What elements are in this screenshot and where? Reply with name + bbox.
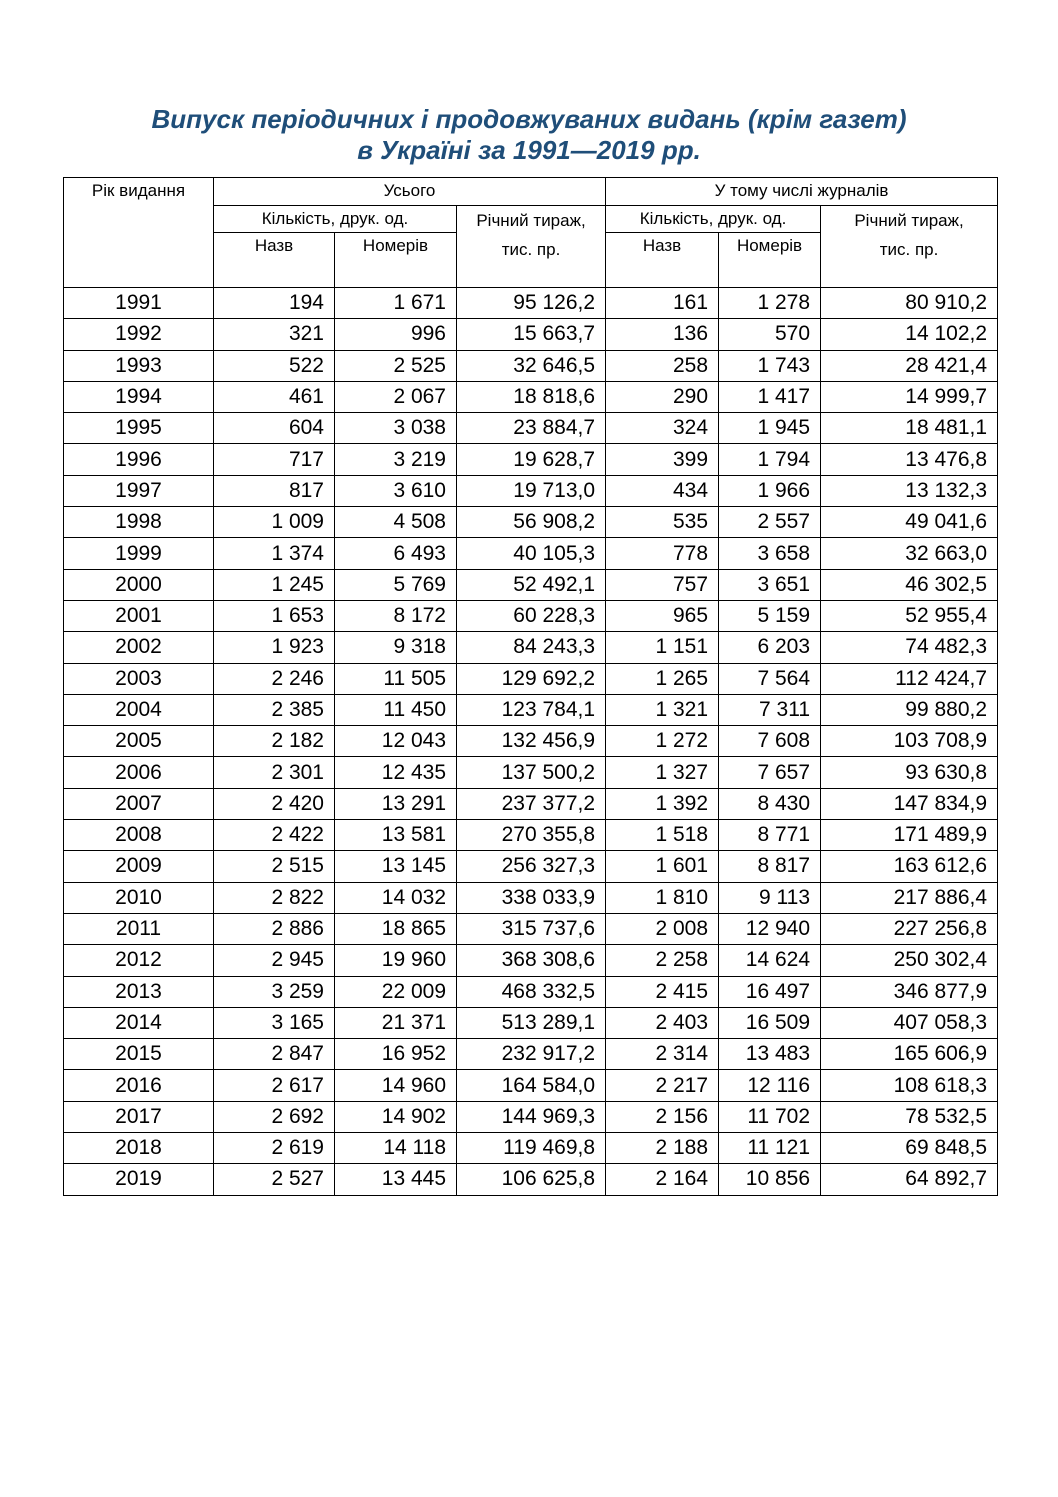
- cell-year: 2008: [64, 820, 214, 851]
- cell-circulation: 84 243,3: [457, 632, 606, 663]
- cell-circulation: 129 692,2: [457, 663, 606, 694]
- cell-journal-titles: 1 518: [606, 820, 719, 851]
- cell-journal-titles: 1 810: [606, 882, 719, 913]
- cell-year: 1991: [64, 288, 214, 319]
- cell-circulation: 19 628,7: [457, 444, 606, 475]
- cell-circulation: 40 105,3: [457, 538, 606, 569]
- cell-titles: 2 692: [214, 1101, 335, 1132]
- cell-journal-issues: 5 159: [719, 600, 821, 631]
- cell-journal-circulation: 165 606,9: [821, 1039, 998, 1070]
- cell-journal-issues: 16 509: [719, 1007, 821, 1038]
- table-row: [64, 319, 998, 350]
- cell-issues: 6 493: [335, 538, 457, 569]
- cell-year: 2001: [64, 600, 214, 631]
- cell-issues: 3 219: [335, 444, 457, 475]
- cell-titles: 2 301: [214, 757, 335, 788]
- cell-journal-titles: 1 392: [606, 788, 719, 819]
- header-titles-journals: Назв: [606, 233, 719, 288]
- table-row: [64, 1007, 998, 1038]
- cell-journal-circulation: 14 102,2: [821, 319, 998, 350]
- cell-journal-circulation: 163 612,6: [821, 851, 998, 882]
- cell-journal-titles: 2 314: [606, 1039, 719, 1070]
- table-row: [64, 976, 998, 1007]
- cell-journal-circulation: 78 532,5: [821, 1101, 998, 1132]
- cell-journal-circulation: 13 476,8: [821, 444, 998, 475]
- cell-issues: 14 032: [335, 882, 457, 913]
- cell-journal-titles: 2 258: [606, 945, 719, 976]
- cell-issues: 8 172: [335, 600, 457, 631]
- cell-issues: 3 038: [335, 413, 457, 444]
- cell-issues: 4 508: [335, 507, 457, 538]
- cell-journal-titles: 324: [606, 413, 719, 444]
- cell-journal-issues: 1 794: [719, 444, 821, 475]
- cell-titles: 2 422: [214, 820, 335, 851]
- cell-journal-circulation: 13 132,3: [821, 475, 998, 506]
- cell-year: 2010: [64, 882, 214, 913]
- table-row: [64, 726, 998, 757]
- cell-journal-circulation: 250 302,4: [821, 945, 998, 976]
- table-row: [64, 475, 998, 506]
- cell-year: 1994: [64, 381, 214, 412]
- cell-year: 2005: [64, 726, 214, 757]
- cell-journal-circulation: 69 848,5: [821, 1133, 998, 1164]
- cell-circulation: 132 456,9: [457, 726, 606, 757]
- cell-journal-issues: 13 483: [719, 1039, 821, 1070]
- cell-titles: 3 259: [214, 976, 335, 1007]
- cell-circulation: 468 332,5: [457, 976, 606, 1007]
- cell-issues: 3 610: [335, 475, 457, 506]
- table-row: [64, 945, 998, 976]
- cell-journal-titles: 2 217: [606, 1070, 719, 1101]
- cell-circulation: 513 289,1: [457, 1007, 606, 1038]
- table-row: [64, 538, 998, 569]
- cell-issues: 18 865: [335, 913, 457, 944]
- cell-journal-issues: 8 817: [719, 851, 821, 882]
- cell-year: 2007: [64, 788, 214, 819]
- cell-journal-issues: 11 121: [719, 1133, 821, 1164]
- cell-titles: 2 246: [214, 663, 335, 694]
- cell-issues: 12 043: [335, 726, 457, 757]
- cell-issues: 16 952: [335, 1039, 457, 1070]
- cell-titles: 2 822: [214, 882, 335, 913]
- cell-journal-titles: 2 156: [606, 1101, 719, 1132]
- cell-issues: 996: [335, 319, 457, 350]
- cell-titles: 604: [214, 413, 335, 444]
- table-row: [64, 632, 998, 663]
- cell-journal-circulation: 171 489,9: [821, 820, 998, 851]
- cell-titles: 1 653: [214, 600, 335, 631]
- cell-titles: 817: [214, 475, 335, 506]
- cell-year: 2004: [64, 694, 214, 725]
- cell-issues: 1 671: [335, 288, 457, 319]
- table-row: [64, 663, 998, 694]
- header-count: Кількість, друк. од.: [214, 206, 457, 233]
- header-titles: Назв: [214, 233, 335, 288]
- cell-year: 2015: [64, 1039, 214, 1070]
- cell-circulation: 338 033,9: [457, 882, 606, 913]
- cell-journal-circulation: 407 058,3: [821, 1007, 998, 1038]
- cell-circulation: 18 818,6: [457, 381, 606, 412]
- cell-titles: 461: [214, 381, 335, 412]
- cell-titles: 2 182: [214, 726, 335, 757]
- cell-circulation: 106 625,8: [457, 1164, 606, 1195]
- cell-journal-titles: 1 327: [606, 757, 719, 788]
- cell-journal-titles: 2 188: [606, 1133, 719, 1164]
- table-row: [64, 851, 998, 882]
- table-header: [64, 178, 998, 288]
- cell-issues: 11 450: [335, 694, 457, 725]
- header-circulation-journals-line-2: тис. пр.: [879, 240, 939, 259]
- cell-circulation: 95 126,2: [457, 288, 606, 319]
- cell-journal-titles: 1 272: [606, 726, 719, 757]
- cell-circulation: 15 663,7: [457, 319, 606, 350]
- cell-year: 1999: [64, 538, 214, 569]
- cell-journal-issues: 7 657: [719, 757, 821, 788]
- table-row: [64, 288, 998, 319]
- cell-journal-circulation: 93 630,8: [821, 757, 998, 788]
- cell-journal-titles: 1 601: [606, 851, 719, 882]
- cell-year: 2017: [64, 1101, 214, 1132]
- cell-titles: 3 165: [214, 1007, 335, 1038]
- cell-titles: 1 009: [214, 507, 335, 538]
- cell-issues: 11 505: [335, 663, 457, 694]
- table-row: [64, 1039, 998, 1070]
- cell-journal-circulation: 18 481,1: [821, 413, 998, 444]
- cell-journal-titles: 258: [606, 350, 719, 381]
- cell-journal-circulation: 217 886,4: [821, 882, 998, 913]
- cell-journal-circulation: 227 256,8: [821, 913, 998, 944]
- cell-journal-issues: 1 945: [719, 413, 821, 444]
- cell-journal-titles: 1 265: [606, 663, 719, 694]
- cell-circulation: 60 228,3: [457, 600, 606, 631]
- cell-journal-circulation: 52 955,4: [821, 600, 998, 631]
- cell-titles: 1 923: [214, 632, 335, 663]
- cell-year: 1997: [64, 475, 214, 506]
- cell-circulation: 368 308,6: [457, 945, 606, 976]
- cell-journal-titles: 434: [606, 475, 719, 506]
- header-count-journals: Кількість, друк. од.: [606, 206, 821, 233]
- cell-titles: 194: [214, 288, 335, 319]
- cell-year: 2013: [64, 976, 214, 1007]
- cell-issues: 9 318: [335, 632, 457, 663]
- header-issues-journals: Номерів: [719, 233, 821, 288]
- cell-year: 2016: [64, 1070, 214, 1101]
- cell-year: 2003: [64, 663, 214, 694]
- cell-year: 1998: [64, 507, 214, 538]
- cell-year: 2018: [64, 1133, 214, 1164]
- cell-titles: 2 617: [214, 1070, 335, 1101]
- table-row: [64, 788, 998, 819]
- table-row: [64, 1070, 998, 1101]
- cell-circulation: 119 469,8: [457, 1133, 606, 1164]
- cell-circulation: 56 908,2: [457, 507, 606, 538]
- cell-issues: 5 769: [335, 569, 457, 600]
- cell-journal-titles: 965: [606, 600, 719, 631]
- cell-journal-titles: 2 415: [606, 976, 719, 1007]
- header-circulation-line-1: Річний тираж,: [476, 211, 586, 230]
- cell-circulation: 19 713,0: [457, 475, 606, 506]
- publications-table: [63, 177, 998, 1196]
- cell-journal-circulation: 46 302,5: [821, 569, 998, 600]
- header-circulation-line-2: тис. пр.: [501, 240, 561, 259]
- cell-journal-circulation: 108 618,3: [821, 1070, 998, 1101]
- table-body: [64, 288, 998, 1196]
- cell-circulation: 123 784,1: [457, 694, 606, 725]
- cell-issues: 22 009: [335, 976, 457, 1007]
- cell-journal-titles: 136: [606, 319, 719, 350]
- cell-circulation: 164 584,0: [457, 1070, 606, 1101]
- cell-titles: 2 945: [214, 945, 335, 976]
- cell-journal-circulation: 49 041,6: [821, 507, 998, 538]
- table-row: [64, 757, 998, 788]
- cell-titles: 2 515: [214, 851, 335, 882]
- cell-journal-circulation: 112 424,7: [821, 663, 998, 694]
- table-row: [64, 1101, 998, 1132]
- cell-issues: 21 371: [335, 1007, 457, 1038]
- table-row: [64, 413, 998, 444]
- cell-journal-circulation: 14 999,7: [821, 381, 998, 412]
- cell-journal-issues: 6 203: [719, 632, 821, 663]
- cell-journal-issues: 1 278: [719, 288, 821, 319]
- cell-journal-titles: 2 403: [606, 1007, 719, 1038]
- cell-issues: 14 960: [335, 1070, 457, 1101]
- header-circulation: [457, 206, 606, 288]
- cell-circulation: 32 646,5: [457, 350, 606, 381]
- cell-journal-titles: 399: [606, 444, 719, 475]
- cell-titles: 2 847: [214, 1039, 335, 1070]
- cell-journal-circulation: 147 834,9: [821, 788, 998, 819]
- cell-journal-issues: 8 771: [719, 820, 821, 851]
- cell-titles: 2 619: [214, 1133, 335, 1164]
- cell-circulation: 232 917,2: [457, 1039, 606, 1070]
- cell-journal-issues: 9 113: [719, 882, 821, 913]
- cell-journal-circulation: 103 708,9: [821, 726, 998, 757]
- cell-titles: 1 245: [214, 569, 335, 600]
- cell-year: 2002: [64, 632, 214, 663]
- cell-journal-circulation: 64 892,7: [821, 1164, 998, 1195]
- header-circulation-journals-line-1: Річний тираж,: [854, 211, 964, 230]
- cell-journal-circulation: 32 663,0: [821, 538, 998, 569]
- cell-journal-issues: 3 651: [719, 569, 821, 600]
- cell-circulation: 270 355,8: [457, 820, 606, 851]
- table-row: [64, 507, 998, 538]
- cell-circulation: 52 492,1: [457, 569, 606, 600]
- header-issues: Номерів: [335, 233, 457, 288]
- cell-year: 2006: [64, 757, 214, 788]
- cell-issues: 14 118: [335, 1133, 457, 1164]
- cell-journal-titles: 757: [606, 569, 719, 600]
- cell-journal-issues: 1 966: [719, 475, 821, 506]
- cell-journal-issues: 10 856: [719, 1164, 821, 1195]
- cell-year: 2000: [64, 569, 214, 600]
- cell-issues: 12 435: [335, 757, 457, 788]
- cell-titles: 1 374: [214, 538, 335, 569]
- table-row: [64, 569, 998, 600]
- cell-titles: 2 886: [214, 913, 335, 944]
- cell-titles: 2 527: [214, 1164, 335, 1195]
- table-row: [64, 913, 998, 944]
- header-total: Усього: [214, 178, 606, 206]
- cell-titles: 2 420: [214, 788, 335, 819]
- table-row: [64, 1133, 998, 1164]
- cell-titles: 522: [214, 350, 335, 381]
- cell-journal-titles: 2 008: [606, 913, 719, 944]
- cell-journal-issues: 7 564: [719, 663, 821, 694]
- cell-issues: 13 581: [335, 820, 457, 851]
- cell-journal-issues: 570: [719, 319, 821, 350]
- cell-year: 2011: [64, 913, 214, 944]
- cell-year: 1992: [64, 319, 214, 350]
- cell-journal-titles: 290: [606, 381, 719, 412]
- cell-journal-circulation: 346 877,9: [821, 976, 998, 1007]
- cell-circulation: 256 327,3: [457, 851, 606, 882]
- cell-circulation: 237 377,2: [457, 788, 606, 819]
- cell-titles: 321: [214, 319, 335, 350]
- cell-journal-issues: 12 940: [719, 913, 821, 944]
- cell-journal-issues: 14 624: [719, 945, 821, 976]
- table-row: [64, 350, 998, 381]
- table-row: [64, 600, 998, 631]
- header-circulation-journals: [821, 206, 998, 288]
- page-title-line-1: Випуск періодичних і продовжуваних видань (крім газет): [151, 104, 907, 134]
- cell-journal-titles: 161: [606, 288, 719, 319]
- cell-journal-titles: 1 151: [606, 632, 719, 663]
- cell-titles: 717: [214, 444, 335, 475]
- table-row: [64, 882, 998, 913]
- table-row: [64, 381, 998, 412]
- page-title-line-2: в Україні за 1991—2019 рр.: [357, 135, 701, 165]
- cell-journal-issues: 8 430: [719, 788, 821, 819]
- cell-journal-titles: 778: [606, 538, 719, 569]
- header-journals: У тому числі журналів: [606, 178, 998, 206]
- cell-issues: 13 445: [335, 1164, 457, 1195]
- cell-issues: 13 145: [335, 851, 457, 882]
- cell-journal-issues: 7 608: [719, 726, 821, 757]
- cell-year: 2012: [64, 945, 214, 976]
- cell-circulation: 144 969,3: [457, 1101, 606, 1132]
- cell-issues: 13 291: [335, 788, 457, 819]
- cell-journal-issues: 11 702: [719, 1101, 821, 1132]
- cell-journal-issues: 16 497: [719, 976, 821, 1007]
- cell-issues: 19 960: [335, 945, 457, 976]
- cell-circulation: 137 500,2: [457, 757, 606, 788]
- cell-titles: 2 385: [214, 694, 335, 725]
- cell-journal-circulation: 74 482,3: [821, 632, 998, 663]
- cell-journal-titles: 2 164: [606, 1164, 719, 1195]
- cell-journal-issues: 2 557: [719, 507, 821, 538]
- table-row: [64, 444, 998, 475]
- cell-year: 2009: [64, 851, 214, 882]
- header-year: Рік видання: [64, 178, 214, 288]
- cell-year: 1993: [64, 350, 214, 381]
- cell-issues: 2 525: [335, 350, 457, 381]
- table-row: [64, 694, 998, 725]
- table-row: [64, 1164, 998, 1195]
- cell-journal-issues: 1 417: [719, 381, 821, 412]
- cell-journal-issues: 12 116: [719, 1070, 821, 1101]
- cell-journal-circulation: 80 910,2: [821, 288, 998, 319]
- cell-journal-issues: 1 743: [719, 350, 821, 381]
- cell-journal-issues: 7 311: [719, 694, 821, 725]
- cell-circulation: 23 884,7: [457, 413, 606, 444]
- cell-journal-titles: 535: [606, 507, 719, 538]
- cell-journal-titles: 1 321: [606, 694, 719, 725]
- cell-circulation: 315 737,6: [457, 913, 606, 944]
- cell-journal-issues: 3 658: [719, 538, 821, 569]
- cell-issues: 2 067: [335, 381, 457, 412]
- cell-year: 2019: [64, 1164, 214, 1195]
- cell-year: 1996: [64, 444, 214, 475]
- cell-journal-circulation: 99 880,2: [821, 694, 998, 725]
- cell-year: 1995: [64, 413, 214, 444]
- cell-year: 2014: [64, 1007, 214, 1038]
- cell-issues: 14 902: [335, 1101, 457, 1132]
- cell-journal-circulation: 28 421,4: [821, 350, 998, 381]
- table-row: [64, 820, 998, 851]
